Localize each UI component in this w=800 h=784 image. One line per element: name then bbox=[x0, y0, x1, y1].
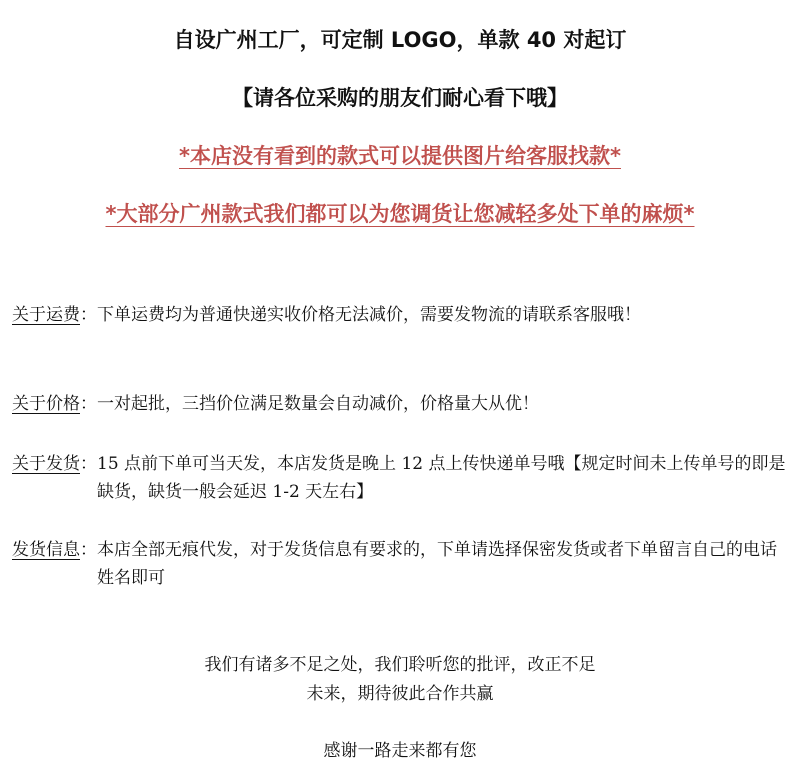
info-colon: ： bbox=[80, 454, 97, 474]
info-text: 15 点前下单可当天发，本店发货是晚上 12 点上传快递单号哦【规定时间未上传单号的即是缺货，缺货一般会延迟 1-2 天左右】 bbox=[97, 454, 786, 502]
info-text: 本店全部无痕代发，对于发货信息有要求的，下单请选择保密发货或者下单留言自己的电话姓名即可 bbox=[97, 540, 777, 588]
info-label: 发货信息 bbox=[12, 540, 80, 560]
headline-restock-notice: *大部分广州款式我们都可以为您调货让您减轻多处下单的麻烦* bbox=[105, 202, 695, 226]
info-colon: ： bbox=[80, 305, 97, 325]
info-label: 关于价格 bbox=[12, 394, 80, 414]
closing-line-future: 未来，期待彼此合作共赢 bbox=[306, 684, 494, 704]
headline-factory-logo: 自设广州工厂，可定制 LOGO，单款 40 对起订 bbox=[173, 28, 627, 52]
info-text: 下单运费均为普通快递实收价格无法减价，需要发物流的请联系客服哦！ bbox=[97, 305, 641, 325]
info-shipping-fee bbox=[12, 301, 792, 329]
info-dispatch bbox=[12, 450, 792, 506]
info-colon: ： bbox=[80, 540, 97, 560]
headline-find-style-notice: *本店没有看到的款式可以提供图片给客服找款* bbox=[179, 144, 621, 168]
headline-patience-notice: 【请各位采购的朋友们耐心看下哦】 bbox=[232, 86, 568, 110]
info-shipping-details bbox=[12, 536, 792, 592]
info-text: 一对起批，三挡价位满足数量会自动减价，价格量大从优！ bbox=[97, 394, 539, 414]
info-label: 关于发货 bbox=[12, 454, 80, 474]
info-pricing bbox=[12, 390, 792, 418]
info-label: 关于运费 bbox=[12, 305, 80, 325]
closing-line-thanks: 感谢一路走来都有您 bbox=[323, 741, 477, 761]
closing-line-feedback: 我们有诸多不足之处，我们聆听您的批评，改正不足 bbox=[204, 655, 596, 675]
info-colon: ： bbox=[80, 394, 97, 414]
